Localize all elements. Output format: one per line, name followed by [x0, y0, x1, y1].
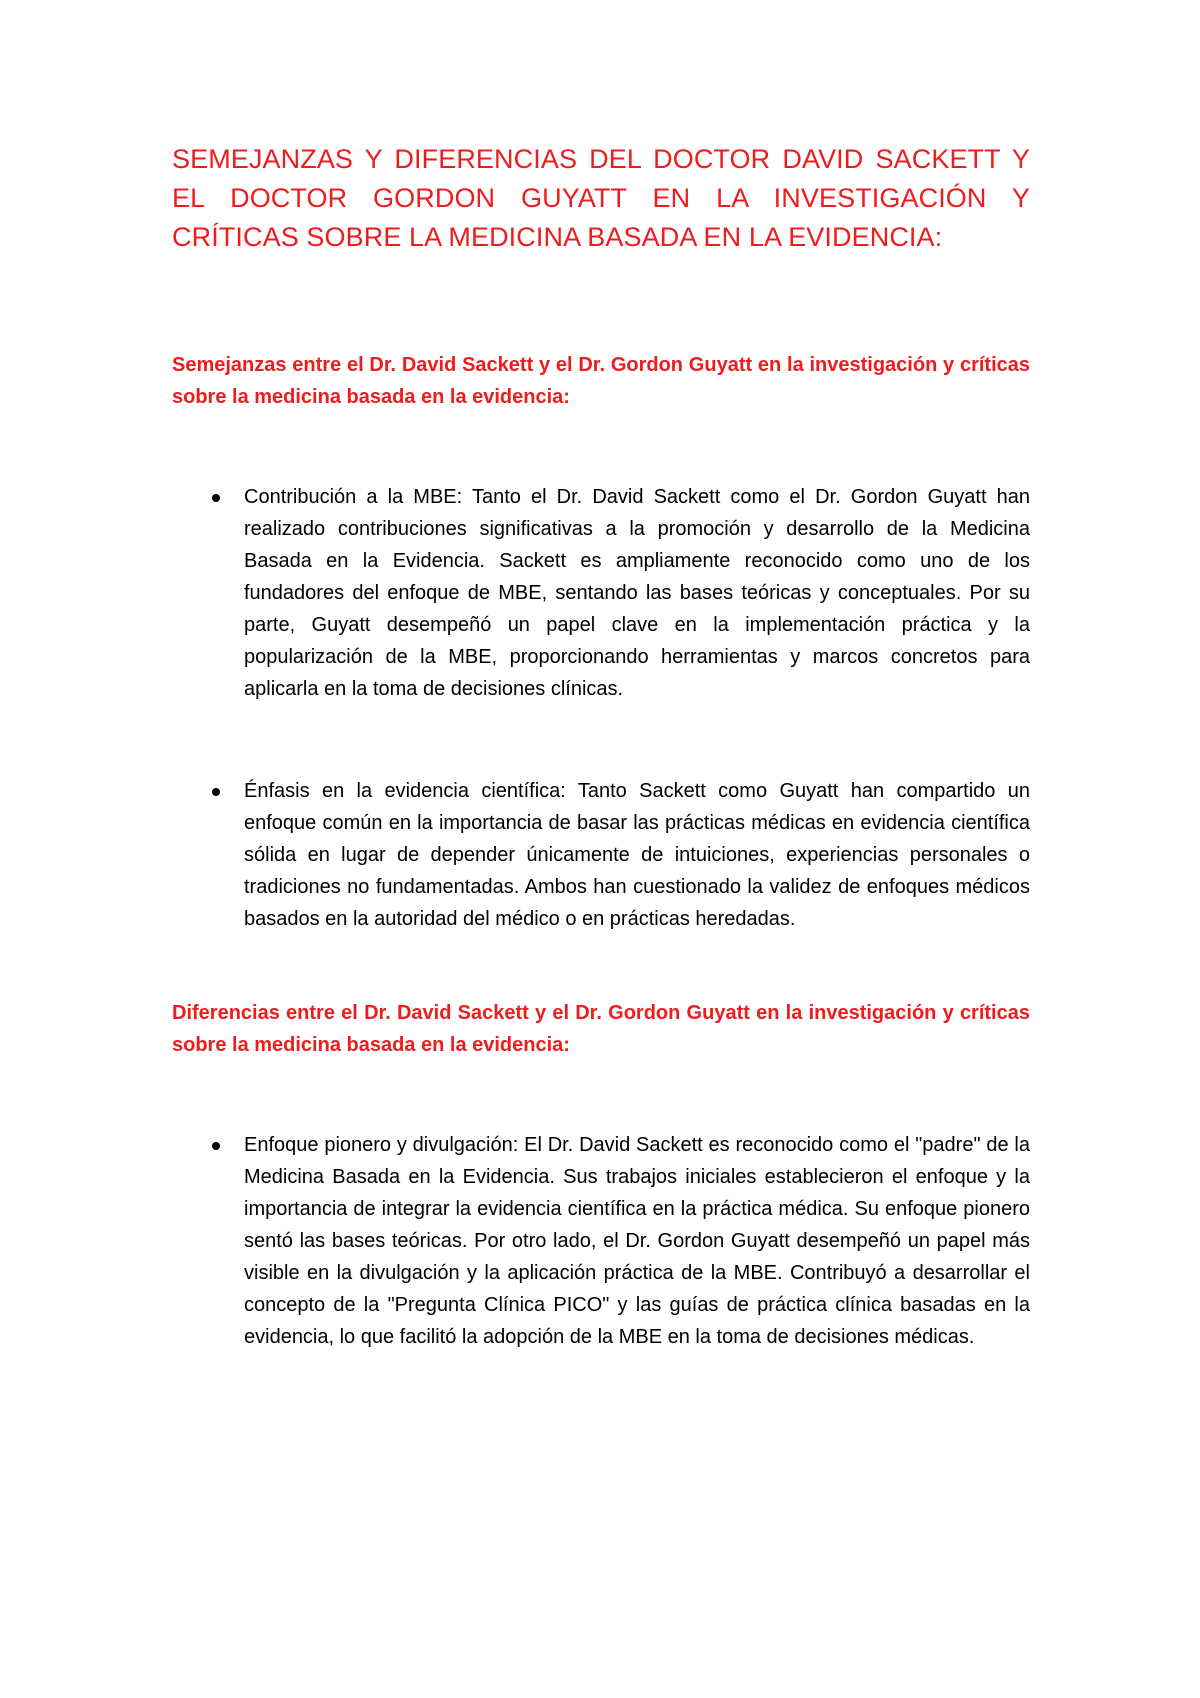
- list-item: [172, 481, 1030, 705]
- differences-heading: Diferencias entre el Dr. David Sackett y el Dr. Gordon Guyatt en la investigación y críticas sobre la medicina basada en la evidencia:: [172, 1002, 1030, 1056]
- similarities-list: [172, 481, 1030, 935]
- list-item-text: Énfasis en la evidencia científica: Tanto Sackett como Guyatt han compartido un enfoque común en la importancia de basar las prácticas médicas en evidencia científica sólida en lugar de depender únicamente de intuiciones, experiencias personales o tradiciones no fundamentadas. Ambos han cuestionado la validez de enfoques médicos basados en la autoridad del médico o en prácticas heredadas.: [244, 780, 1030, 930]
- bullet-dot-icon: [212, 1142, 220, 1150]
- list-item: [172, 1129, 1030, 1353]
- list-item-text: Contribución a la MBE: Tanto el Dr. David Sackett como el Dr. Gordon Guyatt han realizado contribuciones significativas a la promoción y desarrollo de la Medicina Basada en la Evidencia. Sackett es ampliamente reconocido como uno de los fundadores del enfoque de MBE, sentando las bases teóricas y conceptuales. Por su parte, Guyatt desempeñó un papel clave en la implementación práctica y la popularización de la MBE, proporcionando herramientas y marcos concretos para aplicarla en la toma de decisiones clínicas.: [244, 486, 1030, 700]
- similarities-heading: Semejanzas entre el Dr. David Sackett y el Dr. Gordon Guyatt en la investigación y críticas sobre la medicina basada en la evidencia:: [172, 354, 1030, 408]
- document-body: [172, 140, 1030, 1353]
- differences-list: [172, 1129, 1030, 1353]
- list-item: [172, 775, 1030, 935]
- document-title: SEMEJANZAS Y DIFERENCIAS DEL DOCTOR DAVID SACKETT Y EL DOCTOR GORDON GUYATT EN LA INVESTIGACIÓN Y CRÍTICAS SOBRE LA MEDICINA BASADA EN LA EVIDENCIA:: [172, 144, 1030, 252]
- bullet-dot-icon: [212, 494, 220, 502]
- list-item-text: Enfoque pionero y divulgación: El Dr. David Sackett es reconocido como el "padre" de la Medicina Basada en la Evidencia. Sus trabajos iniciales establecieron el enfoque y la importancia de integrar la evidencia científica en la práctica médica. Su enfoque pionero sentó las bases teóricas. Por otro lado, el Dr. Gordon Guyatt desempeñó un papel más visible en la divulgación y la aplicación práctica de la MBE. Contribuyó a desarrollar el concepto de la "Pregunta Clínica PICO" y las guías de práctica clínica basadas en la evidencia, lo que facilitó la adopción de la MBE en la toma de decisiones médicas.: [244, 1134, 1030, 1348]
- bullet-dot-icon: [212, 788, 220, 796]
